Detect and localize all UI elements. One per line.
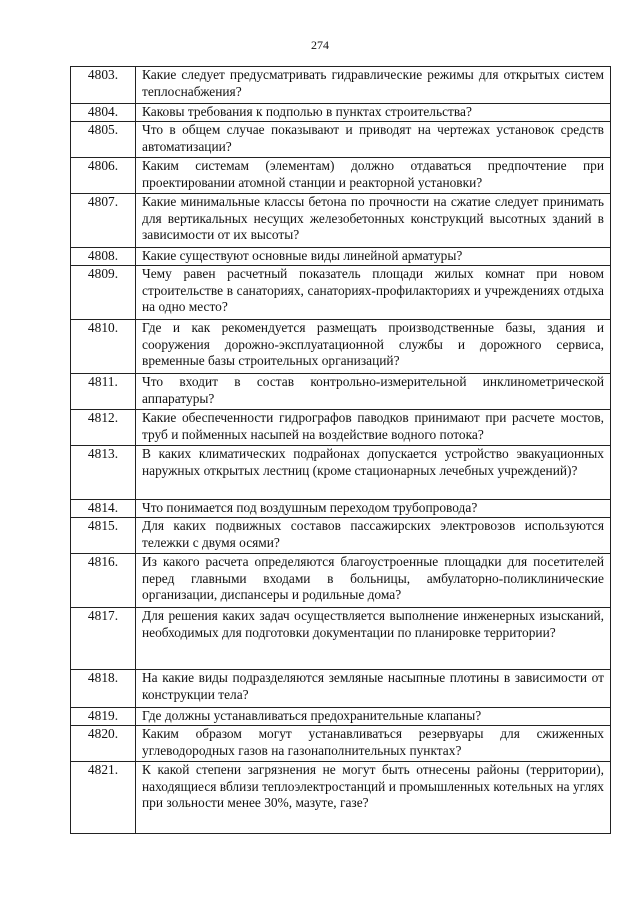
table-row [71,410,611,446]
table-row [71,708,611,726]
table-row [71,670,611,708]
questions-table [70,66,611,834]
question-text: На какие виды подразделяются земляные насыпные плотины в зависимости от конструкции тела? [136,670,611,708]
question-text: К какой степени загрязнения не могут быть отнесены районы (территории), находящиеся вблизи теплоэлектростанций и промышленных котельных на углях при зольности менее 30%, мазуте, газе? [136,762,611,834]
table-row [71,762,611,834]
table-row [71,500,611,518]
question-number: 4817. [71,608,136,670]
question-text: В каких климатических подрайонах допускается устройство эвакуационных наружных открытых лестниц (кроме стационарных лечебных учреждений)? [136,446,611,500]
question-text: Каковы требования к подполью в пунктах строительства? [136,104,611,122]
table-row [71,726,611,762]
question-text: Какие следует предусматривать гидравлические режимы для открытых систем теплоснабжения? [136,67,611,104]
questions-table-body [71,67,611,834]
table-row [71,266,611,320]
question-number: 4812. [71,410,136,446]
question-text: Для решения каких задач осуществляется выполнение инженерных изысканий, необходимых для подготовки документации по планировке территории? [136,608,611,670]
question-number: 4810. [71,320,136,374]
question-number: 4813. [71,446,136,500]
question-number: 4821. [71,762,136,834]
question-text: Где и как рекомендуется размещать производственные базы, здания и сооружения дорожно-эксплуатационной службы и дорожного сервиса, временные базы строительных организаций? [136,320,611,374]
question-number: 4816. [71,554,136,608]
question-number: 4815. [71,518,136,554]
table-row [71,104,611,122]
question-number: 4803. [71,67,136,104]
question-number: 4807. [71,194,136,248]
question-text: Из какого расчета определяются благоустроенные площадки для посетителей перед главными входами в больницы, амбулаторно-поликлинические организации, диспансеры и родильные дома? [136,554,611,608]
table-row [71,608,611,670]
table-row [71,158,611,194]
question-text: Для каких подвижных составов пассажирских электровозов используются тележки с двумя осями? [136,518,611,554]
question-text: Чему равен расчетный показатель площади жилых комнат при новом строительстве в санаториях, санаториях-профилакториях и учреждениях отдыха на одно место? [136,266,611,320]
question-text: Что входит в состав контрольно-измерительной инклинометрической аппаратуры? [136,374,611,410]
table-row [71,194,611,248]
table-row [71,518,611,554]
page-number: 274 [311,38,329,52]
question-text: Какие обеспеченности гидрографов паводков принимают при расчете мостов, труб и пойменных насыпей на воздействие водного потока? [136,410,611,446]
question-number: 4820. [71,726,136,762]
question-number: 4805. [71,122,136,158]
table-row [71,248,611,266]
table-row [71,446,611,500]
table-row [71,554,611,608]
table-row [71,374,611,410]
question-number: 4804. [71,104,136,122]
question-text: Каким образом могут устанавливаться резервуары для сжиженных углеводородных газов на газонаполнительных пунктах? [136,726,611,762]
table-row [71,320,611,374]
question-number: 4806. [71,158,136,194]
question-text: Что в общем случае показывают и приводят на чертежах установок средств автоматизации? [136,122,611,158]
question-number: 4808. [71,248,136,266]
question-number: 4811. [71,374,136,410]
question-text: Какие существуют основные виды линейной арматуры? [136,248,611,266]
question-number: 4814. [71,500,136,518]
question-number: 4818. [71,670,136,708]
question-text: Какие минимальные классы бетона по прочности на сжатие следует принимать для вертикальных несущих железобетонных конструкций высотных зданий в зависимости от их высоты? [136,194,611,248]
table-row [71,67,611,104]
question-text: Где должны устанавливаться предохранительные клапаны? [136,708,611,726]
question-text: Каким системам (элементам) должно отдаваться предпочтение при проектировании атомной станции и реакторной установки? [136,158,611,194]
table-row [71,122,611,158]
question-number: 4819. [71,708,136,726]
question-number: 4809. [71,266,136,320]
question-text: Что понимается под воздушным переходом трубопровода? [136,500,611,518]
